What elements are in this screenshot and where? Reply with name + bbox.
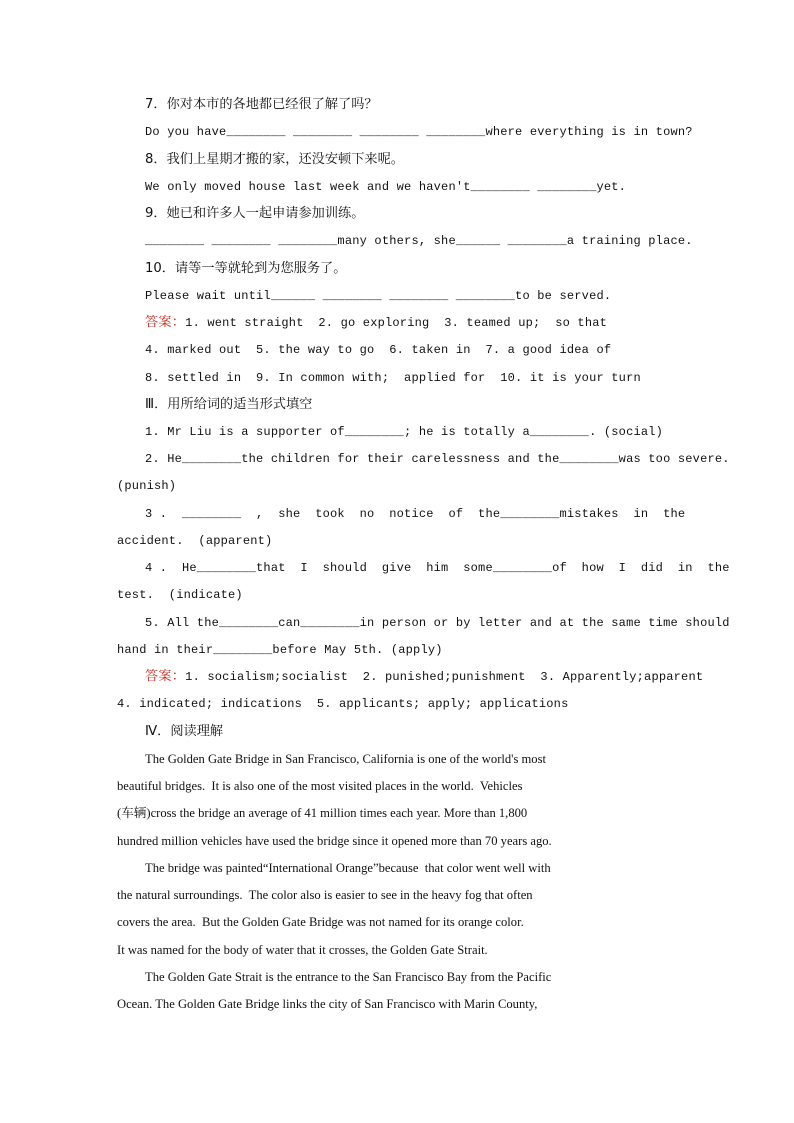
question-7-chinese: 7．你对本市的各地都已经很了解了吗？ bbox=[145, 97, 378, 112]
section-3-item-2-cont: (punish) bbox=[117, 479, 177, 493]
section-3-item-1: 1. Mr Liu is a supporter of________; he is totally a________. (social) bbox=[145, 425, 664, 439]
question-7-english: Do you have________ ________ ________ ________where everything is in town? bbox=[145, 125, 693, 139]
passage-line-6: the natural surroundings. The color also is easier to see in the heavy fog that often bbox=[117, 888, 533, 902]
answer-line-1 bbox=[145, 314, 677, 332]
passage-line-4: hundred million vehicles have used the bridge since it opened more than 70 years ago. bbox=[117, 834, 552, 848]
section-3-heading: Ⅲ．用所给词的适当形式填空 bbox=[145, 397, 313, 412]
question-9-chinese: 9．她已和许多人一起申请参加训练。 bbox=[145, 206, 365, 221]
passage-line-1: The Golden Gate Bridge in San Francisco, California is one of the world's most bbox=[145, 752, 546, 766]
passage-line-10: Ocean. The Golden Gate Bridge links the city of San Francisco with Marin County, bbox=[117, 997, 538, 1011]
question-10-english: Please wait until______ ________ ________ ________to be served. bbox=[145, 289, 612, 303]
section-3-item-4-cont: test. (indicate) bbox=[117, 588, 243, 602]
answer-text-2: 1. socialism;socialist 2. punished;punishment 3. Apparently;apparent bbox=[185, 670, 704, 684]
passage-line-7: covers the area. But the Golden Gate Bridge was not named for its orange color. bbox=[117, 915, 524, 929]
question-9-english: ________ ________ ________many others, she______ ________a training place. bbox=[145, 234, 693, 248]
section-3-item-2: 2. He________the children for their carelessness and the________was too severe. bbox=[145, 452, 730, 466]
passage-line-5: The bridge was painted“International Orange”because that color went well with bbox=[145, 861, 551, 875]
section-4-heading: Ⅳ．阅读理解 bbox=[145, 724, 224, 739]
question-8-chinese: 8．我们上星期才搬的家，还没安顿下来呢。 bbox=[145, 152, 404, 167]
passage-line-8: It was named for the body of water that it crosses, the Golden Gate Strait. bbox=[117, 943, 488, 957]
section-3-answer-1 bbox=[145, 668, 704, 686]
section-3-item-5: 5. All the________can________in person or by letter and at the same time should bbox=[145, 616, 730, 630]
question-8-english: We only moved house last week and we haven't________ ________yet. bbox=[145, 180, 627, 194]
passage-line-9: The Golden Gate Strait is the entrance to the San Francisco Bay from the Pacific bbox=[145, 970, 552, 984]
section-3-item-3: 3 . ________ , she took no notice of the________mistakes in the bbox=[145, 507, 686, 521]
answer-label-2: 答案： bbox=[145, 669, 186, 684]
section-3-item-5-cont: hand in their________before May 5th. (apply) bbox=[117, 643, 443, 657]
answer-line-2: 4. marked out 5. the way to go 6. taken in 7. a good idea of bbox=[145, 343, 612, 357]
passage-line-3: (车辆)cross the bridge an average of 41 million times each year. More than 1,800 bbox=[117, 806, 528, 820]
answer-label: 答案： bbox=[145, 315, 186, 330]
passage-line-2: beautiful bridges. It is also one of the most visited places in the world. Vehicles bbox=[117, 779, 523, 793]
section-3-item-4: 4 . He________that I should give him some________of how I did in the bbox=[145, 561, 730, 575]
answer-line-3: 8. settled in 9. In common with; applied for 10. it is your turn bbox=[145, 371, 641, 385]
section-3-item-3-cont: accident. (apparent) bbox=[117, 534, 273, 548]
section-3-answer-2: 4. indicated; indications 5. applicants; apply; applications bbox=[117, 697, 569, 711]
answer-text: 1. went straight 2. go exploring 3. teamed up; so that bbox=[185, 316, 608, 330]
question-10-chinese: 10．请等一等就轮到为您服务了。 bbox=[145, 261, 347, 276]
